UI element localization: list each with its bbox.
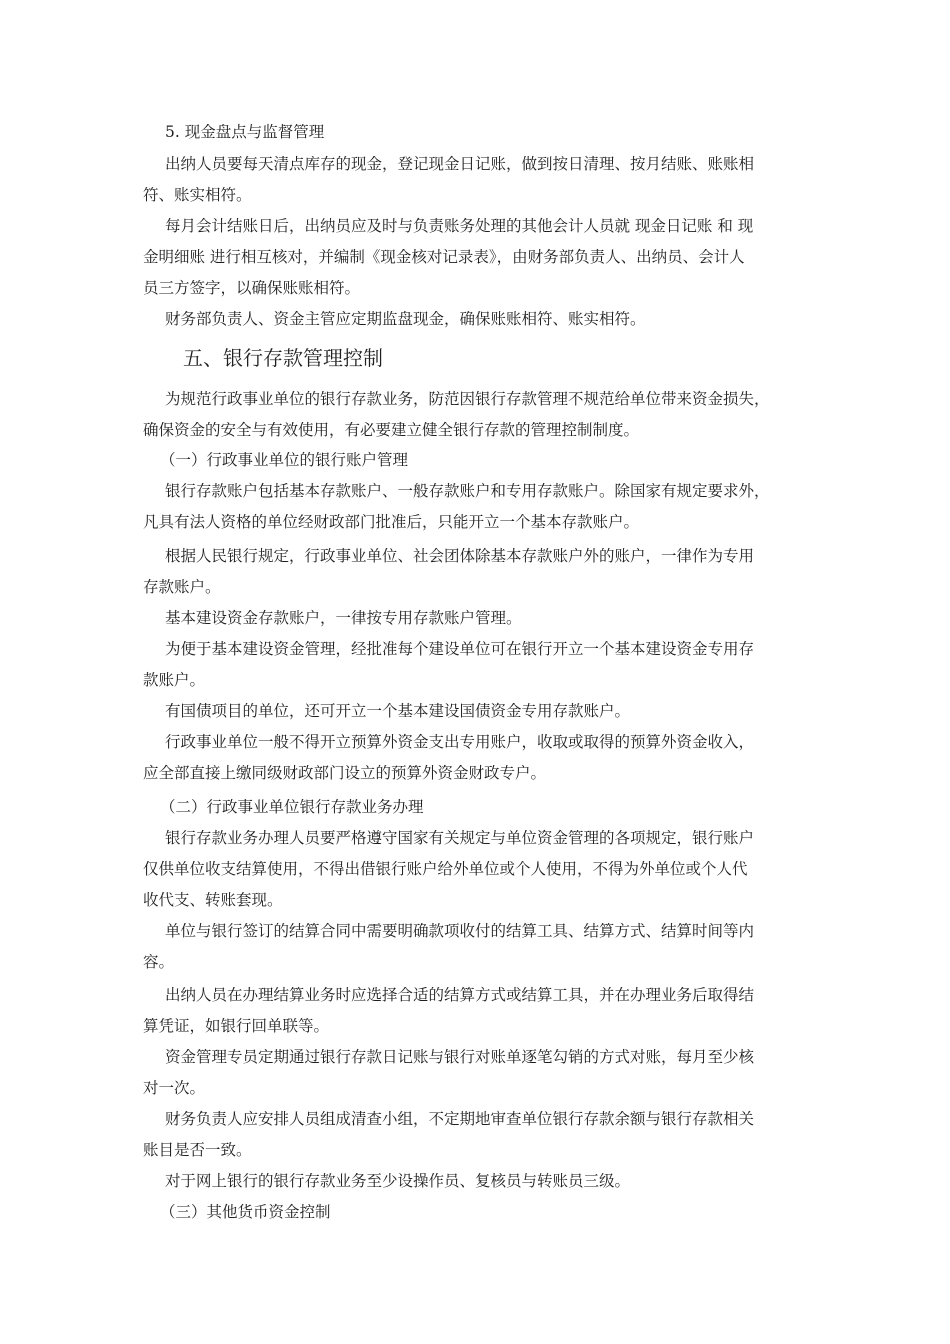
paragraph-line: 对一次。 [143,1079,206,1097]
paragraph-line: 存款账户。 [143,578,221,596]
paragraph-line: 财务负责人应安排人员组成清查小组，不定期地审查单位银行存款余额与银行存款相关 [165,1110,755,1128]
paragraph-line: 单位与银行签订的结算合同中需要明确款项收付的结算工具、结算方式、结算时间等内 [165,922,755,940]
paragraph-line: 银行存款业务办理人员要严格遵守国家有关规定与单位资金管理的各项规定，银行账户 [165,829,755,847]
paragraph-line: 账目是否一致。 [143,1141,252,1159]
paragraph-line: 容。 [143,953,175,971]
paragraph-line: 确保资金的安全与有效使用，有必要建立健全银行存款的管理控制制度。 [143,421,640,439]
paragraph-line: 每月会计结账日后，出纳员应及时与负责账务处理的其他会计人员就 现金日记账 和 现 [165,217,754,235]
paragraph-line: 仅供单位收支结算使用，不得出借银行账户给外单位或个人使用，不得为外单位或个人代 [143,860,748,878]
paragraph-line: 员三方签字，以确保账账相符。 [143,279,361,297]
paragraph-line: 为便于基本建设资金管理，经批准每个建设单位可在银行开立一个基本建设资金专用存 [165,640,755,658]
paragraph-line: 为规范行政事业单位的银行存款业务，防范因银行存款管理不规范给单位带来资金损失， [165,390,770,408]
section-5-title: 5. 现金盘点与监督管理 [165,123,325,141]
paragraph-line: 凡具有法人资格的单位经财政部门批准后，只能开立一个基本存款账户。 [143,513,640,531]
paragraph-line: 财务部负责人、资金主管应定期监盘现金，确保账账相符、账实相符。 [165,310,646,328]
paragraph-line: 算凭证，如银行回单联等。 [143,1017,330,1035]
paragraph-line: 有国债项目的单位，还可开立一个基本建设国债资金专用存款账户。 [165,702,631,720]
paragraph-line: 款账户。 [143,671,206,689]
paragraph-line: 银行存款账户包括基本存款账户、一般存款账户和专用存款账户。除国家有规定要求外， [165,482,770,500]
paragraph-line: 基本建设资金存款账户，一律按专用存款账户管理。 [165,609,522,627]
paragraph-line: 收代支、转账套现。 [143,891,283,909]
paragraph-line: 对于网上银行的银行存款业务至少设操作员、复核员与转账员三级。 [165,1172,631,1190]
paragraph-line: 出纳人员在办理结算业务时应选择合适的结算方式或结算工具，并在办理业务后取得结 [165,986,755,1004]
paragraph-line: 资金管理专员定期通过银行存款日记账与银行对账单逐笔勾销的方式对账，每月至少核 [165,1048,755,1066]
paragraph-line: 根据人民银行规定，行政事业单位、社会团体除基本存款账户外的账户，一律作为专用 [165,547,755,565]
paragraph-line: 出纳人员要每天清点库存的现金，登记现金日记账，做到按日清理、按月结账、账账相 [165,155,755,173]
paragraph-line: 金明细账 进行相互核对，并编制《现金核对记录表》，由财务部负责人、出纳员、会计人 [143,248,745,266]
paragraph-line: 应全部直接上缴同级财政部门设立的预算外资金财政专户。 [143,764,547,782]
heading-bank-deposit-control: 五、银行存款管理控制 [183,346,383,370]
paragraph-line: 行政事业单位一般不得开立预算外资金支出专用账户，收取或取得的预算外资金收入， [165,733,755,751]
subheading-2: （二）行政事业单位银行存款业务办理 [160,798,424,816]
subheading-3: （三）其他货币资金控制 [160,1203,331,1221]
paragraph-line: 符、账实相符。 [143,186,252,204]
subheading-1: （一）行政事业单位的银行账户管理 [160,451,409,469]
